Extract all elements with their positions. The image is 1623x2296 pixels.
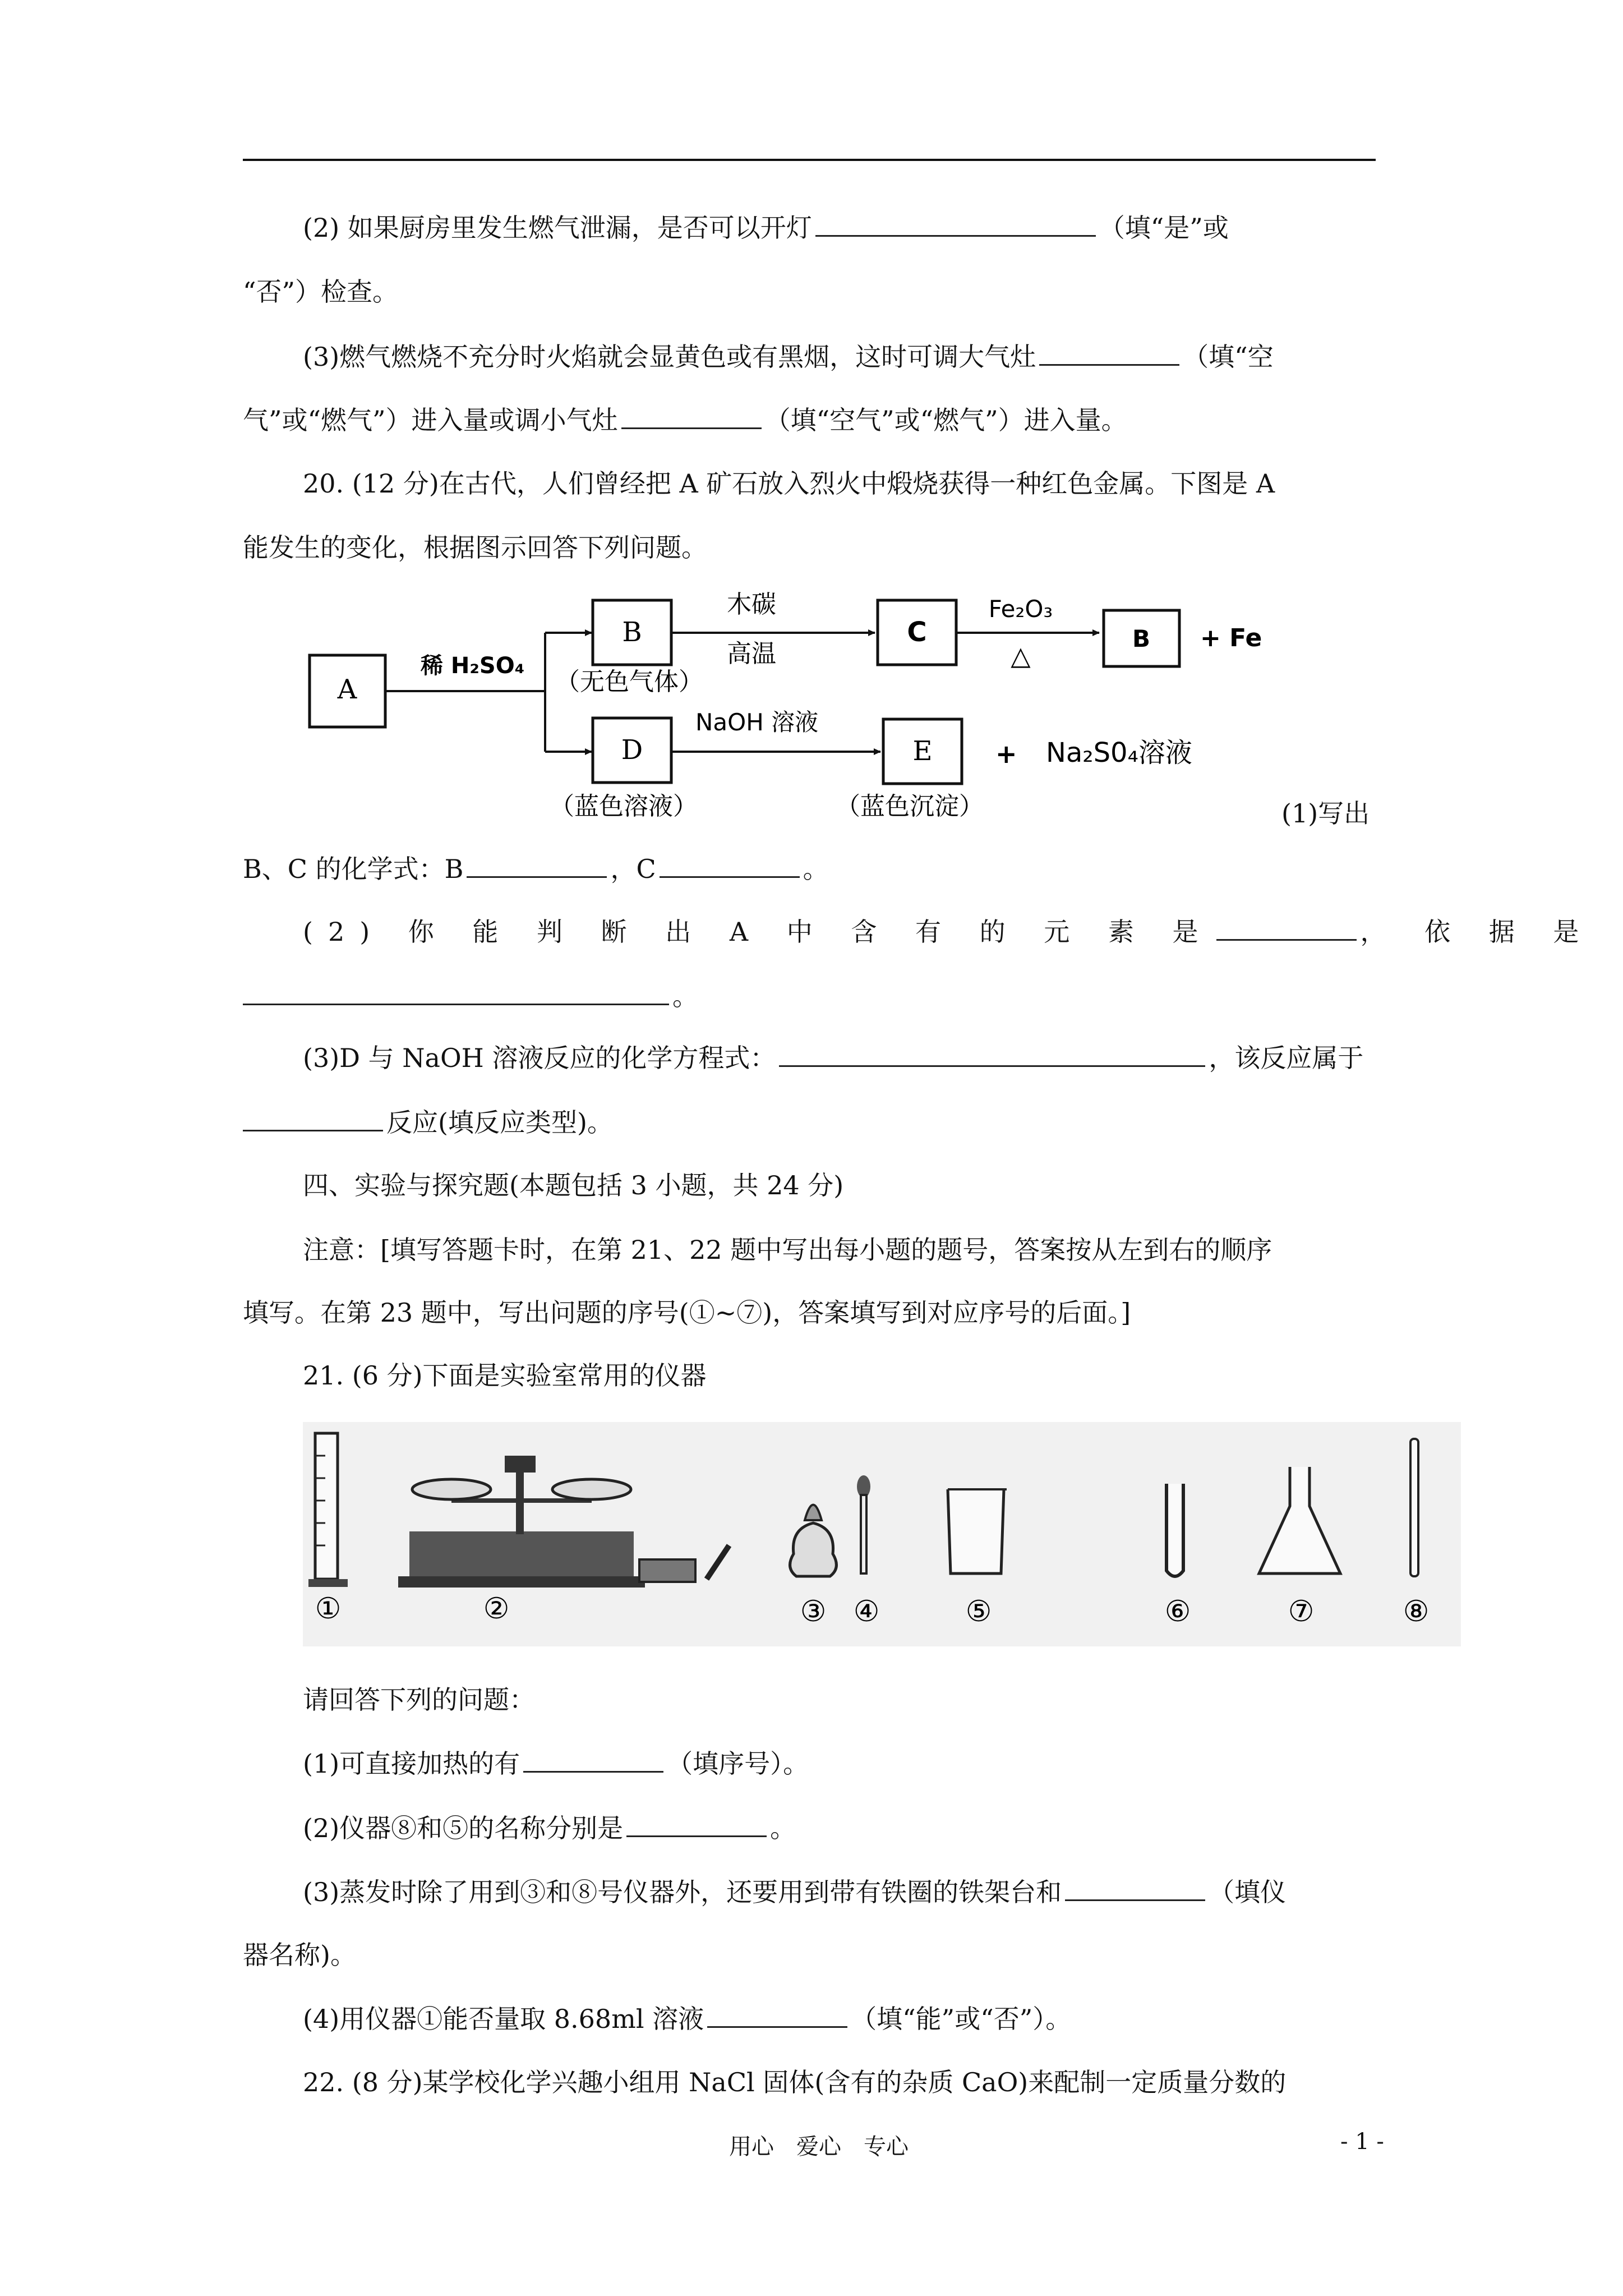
q21-prompt: [303, 1683, 535, 1717]
answer-blank[interactable]: [1039, 339, 1179, 366]
q21-s3-b: （填仪: [1209, 1877, 1287, 1907]
q19-part3-line2: [243, 403, 1127, 437]
plus-fe: + Fe: [1200, 624, 1262, 652]
box-c-label: C: [907, 616, 927, 648]
q21-intro: [303, 1359, 707, 1392]
instrument-label-4: ④: [853, 1595, 880, 1628]
q21-sub3-line1: [303, 1875, 1286, 1909]
section4-heading: [303, 1168, 843, 1202]
q20-q2-a: (2) 你 能 判 断 出 A 中 含 有 的 元 素 是: [303, 917, 1214, 947]
answer-blank[interactable]: [779, 1041, 1205, 1067]
answer-blank[interactable]: [243, 979, 669, 1005]
q20-part2-line2: [243, 979, 698, 1013]
instrument-label-1: ①: [315, 1592, 342, 1626]
reagent-acid-label: 稀 H₂SO₄: [421, 653, 525, 679]
answer-blank[interactable]: [815, 210, 1096, 237]
condition-high-temp: 高温: [727, 639, 776, 668]
q20-intro-b: 能发生的变化，根据图示回答下列问题。: [243, 532, 707, 563]
section4-note-a: 注意：[填写答题卡时，在第 21、22 题中写出每小题的题号，答案按从左到右的顺序: [303, 1235, 1272, 1265]
q21-intro-text: 21. (6 分)下面是实验室常用的仪器: [303, 1360, 707, 1391]
page-number: - 1 -: [1340, 2129, 1384, 2155]
q19-part2-line1: [303, 210, 1229, 245]
q20-intro-line1: [303, 467, 1275, 500]
q20-part3-line2: [243, 1105, 613, 1139]
answer-blank[interactable]: [621, 403, 762, 429]
reagent-naoh: NaOH 溶液: [695, 708, 819, 736]
q20-q1-b: B、C 的化学式：B: [243, 854, 464, 884]
section4-heading-text: 四、实验与探究题(本题包括 3 小题，共 24 分): [303, 1170, 844, 1200]
instrument-label-8: ⑧: [1403, 1595, 1430, 1628]
q20-part1-line1: [1281, 797, 1370, 830]
q21-sub1: [303, 1746, 809, 1780]
instrument-label-6: ⑥: [1164, 1595, 1191, 1628]
reagent-fe2o3: Fe₂O₃: [988, 595, 1053, 623]
q22-intro: [303, 2065, 1286, 2099]
instrument-label-3: ③: [800, 1595, 827, 1628]
box-b-label: B: [622, 616, 642, 648]
q19-p2-text: (2) 如果厨房里发生燃气泄漏，是否可以开灯: [303, 213, 812, 243]
q21-s2-b: 。: [770, 1813, 796, 1843]
box-a-label: A: [337, 674, 357, 705]
q19-p2-hint: （填“是”或: [1099, 213, 1229, 243]
answer-blank[interactable]: [626, 1811, 767, 1837]
q21-prompt-text: 请回答下列的问题：: [303, 1685, 535, 1715]
lab-instruments-figure: [303, 1422, 1461, 1646]
q20-q3-c: 反应(填反应类型)。: [386, 1107, 613, 1138]
q19-p3-hint2: （填“空气”或“燃气”）进入量。: [764, 405, 1127, 435]
product-na2so4: Na₂S0₄溶液: [1046, 737, 1192, 769]
box-e-label: E: [912, 735, 933, 767]
glass-rod-icon: [1410, 1439, 1418, 1576]
q19-part2-line2: [243, 275, 398, 309]
q20-q2-end: 。: [672, 981, 698, 1011]
instrument-label-2: ②: [483, 1592, 510, 1626]
box-b-product-label: B: [1132, 625, 1151, 652]
q19-p2-tail: “否”）检查。: [243, 277, 399, 307]
q21-s3-a: (3)蒸发时除了用到③和⑧号仪器外，还要用到带有铁圈的铁架台和: [303, 1877, 1062, 1907]
box-d-label: D: [621, 734, 643, 766]
q20-intro-a: 20. (12 分)在古代，人们曾经把 A 矿石放入烈火中煅烧获得一种红色金属。下图是 A: [303, 468, 1275, 499]
test-tube-icon: [1166, 1484, 1183, 1576]
q21-sub4: [303, 2001, 1071, 2036]
beaker-icon: [948, 1489, 1007, 1573]
q22-intro-text: 22. (8 分)某学校化学兴趣小组用 NaCl 固体(含有的杂质 CaO)来配制一定质量分数的: [303, 2067, 1287, 2097]
q21-sub3-line2: [243, 1938, 356, 1972]
q20-q1-label: (1)写出: [1281, 798, 1370, 829]
q20-q1-c: ，C: [610, 854, 656, 884]
q20-q3-b: ，该反应属于: [1209, 1043, 1364, 1073]
q21-s1-a: (1)可直接加热的有: [303, 1749, 520, 1779]
q21-s4-a: (4)用仪器①能否量取 8.68ml 溶液: [303, 2004, 704, 2034]
answer-blank[interactable]: [243, 1105, 383, 1131]
q20-q1-d: 。: [803, 854, 829, 884]
label-d-blue-solution: （蓝色溶液）: [550, 792, 698, 819]
q21-sub2: [303, 1811, 796, 1845]
q20-part2-line1: [303, 914, 1594, 949]
q19-p3-text2: 气”或“燃气”）进入量或调小气灶: [243, 405, 618, 435]
q19-part3-line1: [303, 339, 1274, 374]
q19-p3-text: (3)燃气燃烧不充分时火焰就会显黄色或有黑烟，这时可调大气灶: [303, 342, 1036, 372]
q20-part3-line1: [303, 1041, 1363, 1075]
label-b-colorless-gas: （无色气体）: [555, 668, 703, 696]
q20-intro-line2: [243, 531, 707, 564]
heat-symbol: △: [1011, 641, 1031, 671]
q21-s4-b: （填“能”或“否”）。: [851, 2004, 1072, 2034]
instrument-label-7: ⑦: [1288, 1595, 1315, 1628]
reaction-flow-diagram: [292, 583, 1301, 819]
answer-blank[interactable]: [467, 852, 607, 878]
q20-q2-b: ， 依 据 是: [1360, 917, 1594, 947]
q20-part1-line2: [243, 852, 829, 886]
footer-slogan: 用心 爱心 专心: [729, 2134, 909, 2160]
q21-s3-c: 器名称)。: [243, 1940, 356, 1970]
condition-carbon: 木碳: [727, 590, 776, 619]
q19-p3-hint: （填“空: [1183, 342, 1274, 372]
instrument-label-5: ⑤: [965, 1595, 992, 1628]
plus-sign: +: [995, 739, 1017, 769]
q21-s1-b: （填序号）。: [667, 1749, 809, 1779]
section4-note-line2: [243, 1296, 1131, 1329]
label-e-blue-precipitate: （蓝色沉淀）: [836, 792, 984, 819]
section4-note-line1: [303, 1233, 1272, 1267]
header-rule: [243, 159, 1376, 161]
answer-blank[interactable]: [1065, 1875, 1205, 1901]
answer-blank[interactable]: [660, 852, 800, 878]
q21-s2-a: (2)仪器⑧和⑤的名称分别是: [303, 1813, 624, 1843]
answer-blank[interactable]: [707, 2001, 847, 2028]
answer-blank[interactable]: [1216, 914, 1357, 941]
section4-note-b: 填写。在第 23 题中，写出问题的序号(①~⑦)，答案填写到对应序号的后面。]: [243, 1297, 1131, 1328]
q20-q3-a: (3)D 与 NaOH 溶液反应的化学方程式：: [303, 1043, 776, 1073]
answer-blank[interactable]: [523, 1746, 663, 1773]
